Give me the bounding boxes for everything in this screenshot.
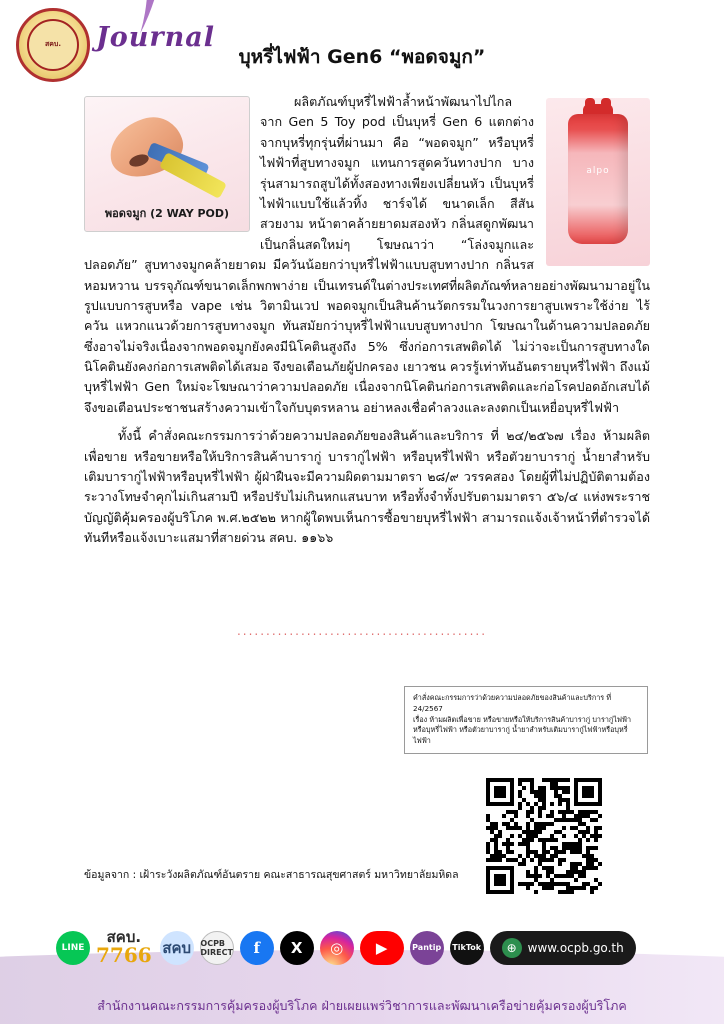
- facebook-label: f: [253, 938, 260, 957]
- page-footer: [0, 918, 724, 1024]
- figure-caption: พอดจมูก (2 WAY POD): [104, 207, 230, 221]
- emblem-label: สคบ.: [27, 19, 79, 71]
- pantip-label: Pantip: [412, 943, 442, 952]
- journal-wordmark: Journal: [96, 22, 216, 53]
- person-label: สคบ: [162, 938, 192, 957]
- paragraph-1: ผลิตภัณฑ์บุหรี่ไฟฟ้าล้ำหน้าพัฒนาไปไกลจาก Gen 5 Toy pod เป็นบุหรี่ Gen 6 แตกต่างจากบุหรี่ทุกรุ่นที่ผ่านมา คือ “พอดจมูก” หรือบุหรี่ไฟฟ้าที่สูบทางจมูก แทนการสูดควันทางปาก บางรุ่นสามารถสูบได้ทั้งสองทางเพียงเปลี่ยนหัว เป็นบุหรี่ไฟฟ้าแบบใช้แล้วทิ้ง ชาร์จได้ ขนาดเล็ก สีสันสวยงาม หน้าตาคล้ายยาดมสองหัว กลิ่นสดูกพัฒนาเป็นกลิ่นสดใหม่ๆ โฆษณาว่า “โล่งจมูกและปลอดภัย” สูบทางจมูกคล้ายยาดม มีควันน้อยกว่าบุหรี่ไฟฟ้าแบบสูบทางปาก กลิ่นรสหอมหวาน บรรจุภัณฑ์ขนาดเล็กพกพาง่าย เป็นเทรนด์ในต่างประเทศที่ผลิตภัณฑ์หลายอย่างพัฒนามาอยู่ในรูปแบบการสูบหรือ vape เช่น วิตามินเวป พอดจมูกเป็นสินค้านวัตกรรมในวงการยาสูบเพราะใช้ง่าย ไร้ควัน แหวกแนวด้วยการสูบทางจมูก ทันสมัยกว่าบุหรี่ไฟฟ้าแบบสูบทางปาก โฆษณาในด้านความปลอดภัย ซึ่งอาจไม่จริงเนื่องจากพอดจมูกยังคงมีนิโคตินสูงถึง 5% ซึ่งก่อการเสพติดได้ ไม่ว่าจะเป็นการสูบทางใด นิโคตินยังคงก่อการเสพติดได้เสมอ จึงขอเตือนภัยผู้ปกครอง เยาวชน ควรรู้เท่าทันอันตรายบุหรี่ไฟฟ้า ถึงแม้บุหรี่ไฟฟ้า Gen ใหม่จะโฆษณาว่าความปลอดภัย เนื่องจากนิโคตินก่อการเสพติดและก่อโรคปอดอักเสบได้ จึงขอเตือนประชาชนสร้างความเข้าใจกับบุตรหลาน อย่าหลงเชื่อคำลวงและลงตกเป็นเหยื่อบุหรี่ไฟฟ้า: [84, 94, 650, 415]
- instagram-icon[interactable]: [320, 931, 354, 965]
- notice-line-3: หรือบุหรี่ไฟฟ้า หรือตัวยาบารากู่ น้ำยาสำหรับเติมบารากู่ไฟฟ้าหรือบุหรี่ไฟฟ้า: [413, 725, 628, 746]
- instagram-label: ◎: [330, 938, 344, 957]
- person-icon[interactable]: [160, 931, 194, 965]
- figure-nose-pod: [84, 96, 250, 232]
- line-label: LINE: [61, 942, 85, 953]
- legal-notice-box: [404, 686, 648, 754]
- tiktok-icon[interactable]: [450, 931, 484, 965]
- figure-electronic-cigarette-device: [546, 98, 650, 266]
- ocpb-direct-label: OCPB DIRECT: [200, 938, 233, 957]
- youtube-icon[interactable]: [360, 931, 404, 965]
- website-pill[interactable]: [490, 931, 636, 965]
- qr-code-svg: [486, 778, 602, 894]
- article-body: [84, 92, 650, 551]
- x-twitter-icon[interactable]: [280, 931, 314, 965]
- x-label: X: [290, 938, 303, 957]
- section-divider: ...........................................: [236, 624, 488, 638]
- notice-line-2: เรื่อง ห้ามผลิตเพื่อขาย หรือขายหรือให้บริการสินค้าบารากู่ บารากู่ไฟฟ้า: [413, 714, 632, 724]
- ocpb-direct-icon[interactable]: [200, 931, 234, 965]
- page-title: บุหรี่ไฟฟ้า Gen6 “พอดจมูก”: [238, 46, 486, 68]
- hotline-label: สคบ.: [106, 928, 142, 946]
- website-url: www.ocpb.go.th: [527, 940, 624, 955]
- hotline-number: 7766: [96, 943, 152, 967]
- notice-line-1: คำสั่งคณะกรรมการว่าด้วยความปลอดภัยของสินค้าและบริการ ที่ 24/2567: [413, 693, 612, 713]
- source-line: ข้อมูลจาก : เฝ้าระวังผลิตภัณฑ์อันตราย คณะสาธารณสุขศาสตร์ มหาวิทยาลัยมหิดล: [84, 869, 459, 881]
- footer-caption: สำนักงานคณะกรรมการคุ้มครองผู้บริโภค ฝ่ายเผยแพร่วิชาการและพัฒนาเครือข่ายคุ้มครองผู้บริโภค: [97, 998, 627, 1013]
- tiktok-label: TikTok: [452, 943, 482, 952]
- paragraph-2: ทั้งนี้ คำสั่งคณะกรรมการว่าด้วยความปลอดภัยของสินค้าและบริการ ที่ ๒๔/๒๕๖๗ เรื่อง ห้ามผลิตเพื่อขาย หรือขายหรือให้บริการสินค้าบารากู่ บารากู่ไฟฟ้า หรือบุหรี่ไฟฟ้า หรือตัวยาบารากู่ น้ำยาสำหรับเติมบารากู่ไฟฟ้าหรือบุหรี่ไฟฟ้า ผู้ฝ่าฝืนจะมีความผิดตามมาตรา ๒๘/๙ วรรคสอง โดยผู้ที่ไม่ปฏิบัติตามต้องระวางโทษจำคุกไม่เกินสามปี หรือปรับไม่เกินหกแสนบาท หรือทั้งจำทั้งปรับตามมาตรา ๕๖/๔ แห่งพระราชบัญญัติคุ้มครองผู้บริโภค พ.ศ.๒๕๒๒ หากผู้ใดพบเห็นการซื้อขายบุหรี่ไฟฟ้า สามารถแจ้งเจ้าหน้าที่ตำรวจได้ทันทีหรือแจ้งเบาะแสมาที่สายด่วน สคบ. ๑๑๖๖: [84, 428, 650, 546]
- qr-code[interactable]: [486, 778, 602, 894]
- pantip-icon[interactable]: [410, 931, 444, 965]
- hotline-block: [96, 930, 152, 965]
- device-brand-label: alpo: [586, 166, 610, 176]
- facebook-icon[interactable]: [240, 931, 274, 965]
- globe-icon: ⊕: [502, 938, 522, 958]
- device-body: [568, 114, 628, 244]
- footer-social-row: [56, 930, 636, 965]
- line-icon[interactable]: [56, 931, 90, 965]
- youtube-label: ▶: [375, 938, 388, 957]
